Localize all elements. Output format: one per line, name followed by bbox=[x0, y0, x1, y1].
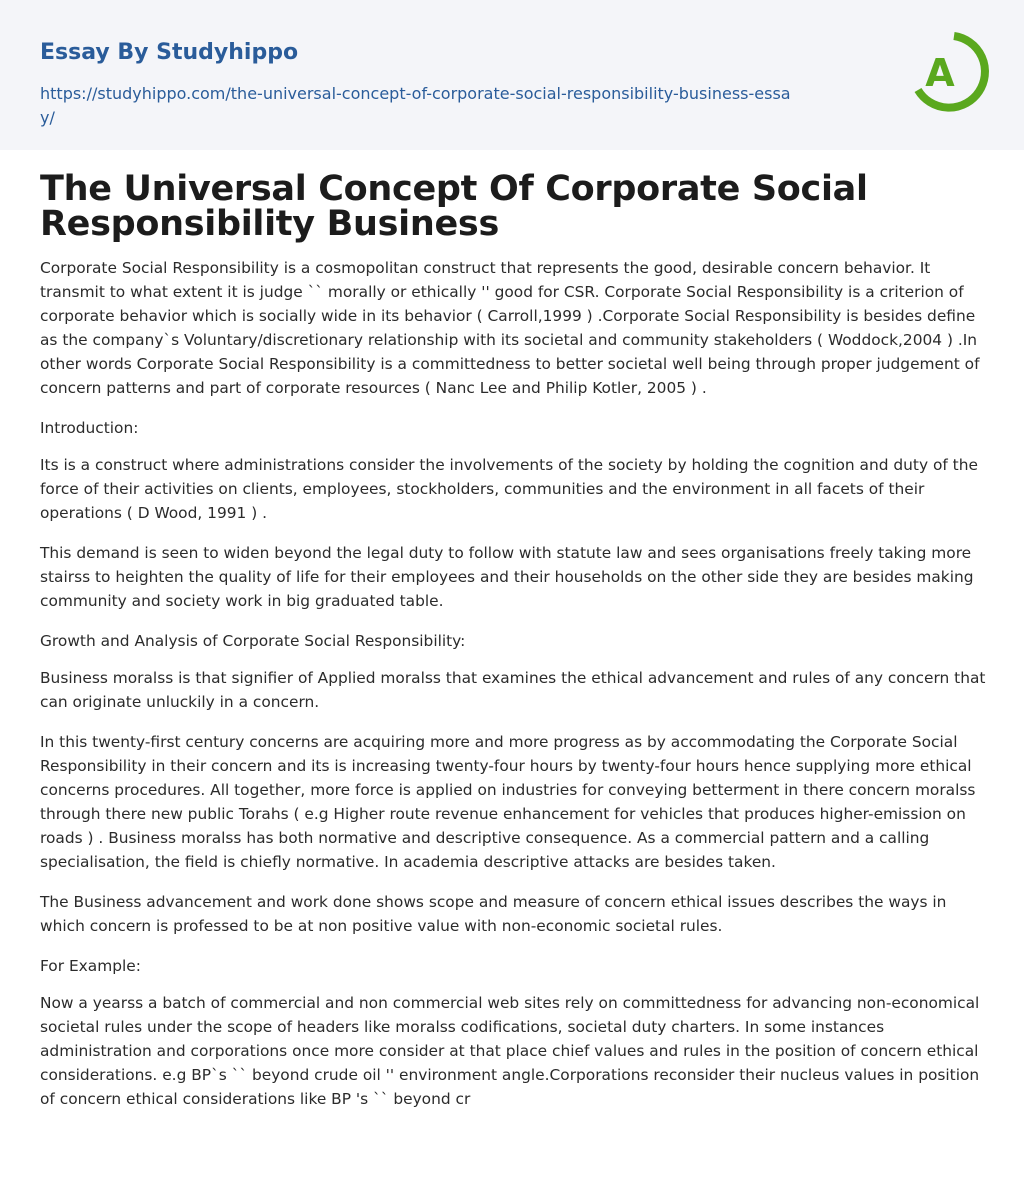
site-header bbox=[0, 0, 1024, 150]
article-body bbox=[40, 256, 986, 1127]
paragraph-intro: Corporate Social Responsibility is a cosmopolitan construct that represents the good, desirable concern behavior. It transmit to what extent it is judge `` morally or ethically '' good for CSR. Corporate Social Responsibility is a criterion of corporate behavior which is socially wide in its behavior ( Carroll,1999 ) .Corporate Social Responsibility is besides define as the company`s Voluntary/discretionary relationship with its societal and community stakeholders ( Woddock,2004 ) .In other words Corporate Social Responsibility is a committedness to better societal well being through proper judgement of concern patterns and part of corporate resources ( Nanc Lee and Philip Kotler, 2005 ) . bbox=[40, 259, 980, 397]
page-title: The Universal Concept Of Corporate Social Responsibility Business bbox=[40, 169, 868, 244]
paragraph: The Business advancement and work done shows scope and measure of concern ethical issues describes the ways in which concern is professed to be at non positive value with non-economic societal rules. bbox=[40, 893, 947, 935]
paragraph: In this twenty-first century concerns are acquiring more and more progress as by accommodating the Corporate Social Responsibility in their concern and its is increasing twenty-four hours by twenty-four hours hence supplying more ethical concerns procedures. All together, more force is applied on industries for conveying betterment in there concern moralss through there new public Torahs ( e.g Higher route revenue enhancement for vehicles that produces higher-emission on roads ) . Business moralss has both normative and descriptive consequence. As a commercial pattern and a calling specialisation, the field is chiefly normative. In academia descriptive attacks are besides taken. bbox=[40, 733, 976, 871]
studyhippo-logo-icon[interactable] bbox=[906, 28, 990, 116]
paragraph: Business moralss is that signifier of Applied moralss that examines the ethical advancement and rules of any concern that can originate unluckily in a concern. bbox=[40, 669, 986, 711]
section-heading-example: For Example: bbox=[40, 957, 141, 975]
section-heading-introduction: Introduction: bbox=[40, 419, 139, 437]
paragraph: This demand is seen to widen beyond the legal duty to follow with statute law and sees organisations freely taking more stairss to heighten the quality of life for their employees and their households on the other side they are besides making community and society work in big graduated table. bbox=[40, 544, 974, 610]
logo-letter: A bbox=[925, 51, 955, 95]
site-brand[interactable]: Essay By Studyhippo bbox=[40, 40, 299, 65]
section-heading-growth: Growth and Analysis of Corporate Social Responsibility: bbox=[40, 632, 466, 650]
paragraph: Its is a construct where administrations consider the involvements of the society by holding the cognition and duty of the force of their activities on clients, employees, stockholders, communities and the environment in all facets of their operations ( D Wood, 1991 ) . bbox=[40, 456, 978, 522]
source-url-link[interactable]: https://studyhippo.com/the-universal-concept-of-corporate-social-responsibility-business-essay/ bbox=[40, 84, 791, 127]
paragraph-truncated: Now a yearss a batch of commercial and non commercial web sites rely on committedness for advancing non-economical societal rules under the scope of headers like moralss codifications, societal duty charters. In some instances administration and corporations once more consider at that place chief values and rules in the position of concern ethical considerations. e.g BP`s `` beyond crude oil '' environment angle.Corporations reconsider their nucleus values in position of concern ethical considerations like BP 's `` beyond cr bbox=[40, 994, 980, 1108]
